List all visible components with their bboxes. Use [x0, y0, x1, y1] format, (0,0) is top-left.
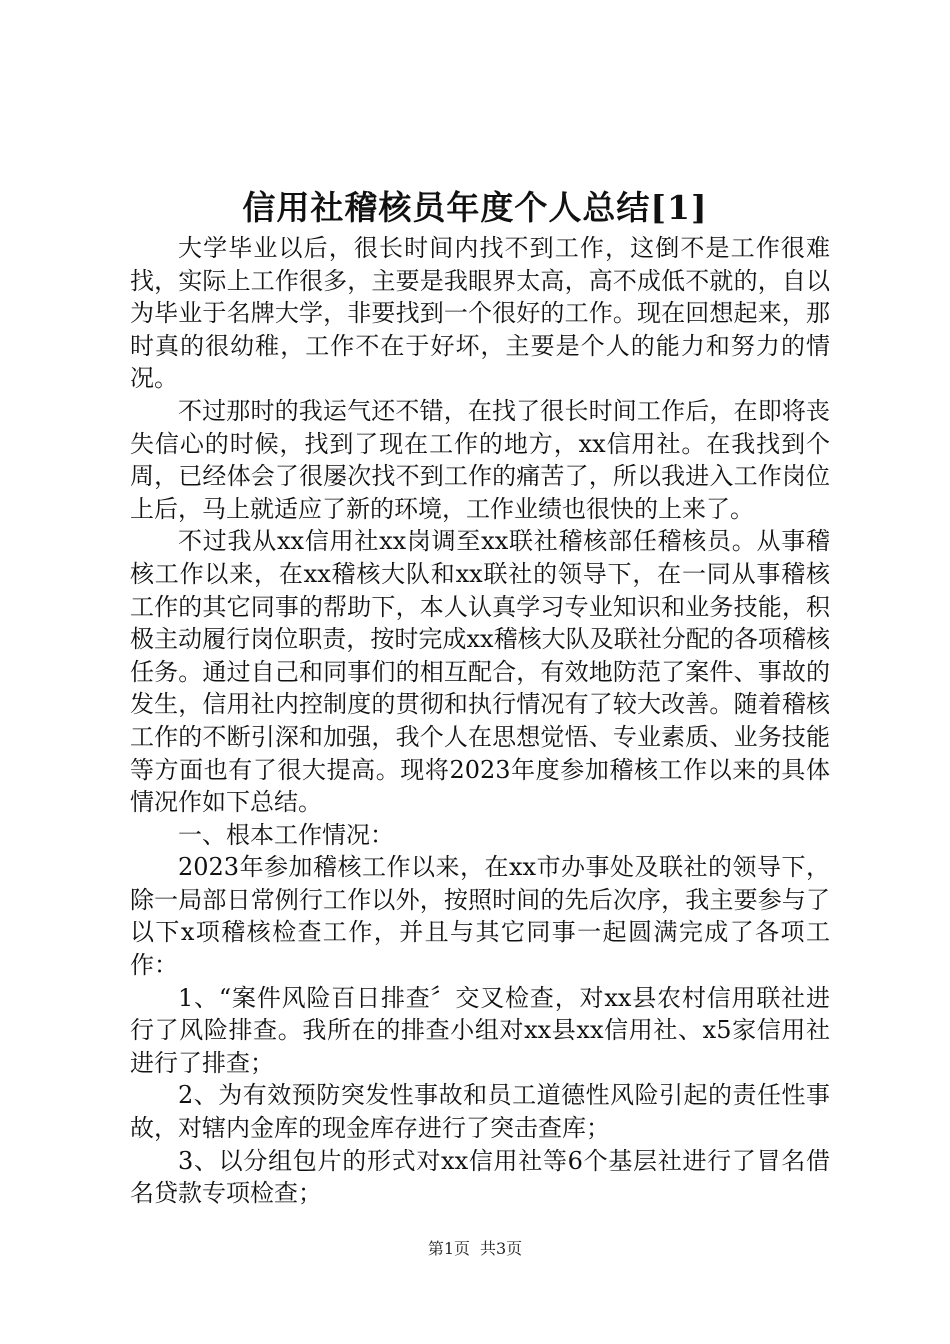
paragraph-4: 2023年参加稽核工作以来，在xx市办事处及联社的领导下，除一局部日常例行工作以外，按照时间的先后次序，我主要参与了以下x项稽核检查工作，并且与其它同事一起圆满完成了各项工作：: [130, 853, 830, 980]
paragraph-1: 大学毕业以后，很长时间内找不到工作，这倒不是工作很难找，实际上工作很多，主要是我眼界太高，高不成低不就的，自以为毕业于名牌大学，非要找到一个很好的工作。现在回想起来，那时真的很幼稚，工作不在于好坏，主要是个人的能力和努力的情况。: [130, 234, 830, 393]
document-body: [130, 232, 830, 1210]
section-heading-basic-work: 一、根本工作情况：: [178, 820, 394, 849]
list-item-1: 1、“案件风险百日排查〞交叉检查，对xx县农村信用联社进行了风险排查。我所在的排查小组对xx县xx信用社、x5家信用社进行了排查；: [130, 983, 830, 1077]
paragraph-2: 不过那时的我运气还不错，在找了很长时间工作后，在即将丧失信心的时候，找到了现在工作的地方，xx信用社。在我找到个周，已经体会了很屡次找不到工作的痛苦了，所以我进入工作岗位上后，马上就适应了新的环境，工作业绩也很快的上来了。: [130, 396, 830, 523]
page-number: 第1页: [427, 1239, 470, 1258]
page-total: 共3页: [480, 1239, 523, 1258]
page-footer: [0, 1238, 950, 1260]
list-item-2: 2、为有效预防突发性事故和员工道德性风险引起的责任性事故，对辖内金库的现金库存进行了突击查库；: [130, 1081, 830, 1143]
paragraph-3: 不过我从xx信用社xx岗调至xx联社稽核部任稽核员。从事稽核工作以来，在xx稽核大队和xx联社的领导下，在一同从事稽核工作的其它同事的帮助下，本人认真学习专业知识和业务技能，积极主动履行岗位职责，按时完成xx稽核大队及联社分配的各项稽核任务。通过自己和同事们的相互配合，有效地防范了案件、事故的发生，信用社内控制度的贯彻和执行情况有了较大改善。随着稽核工作的不断引深和加强，我个人在思想觉悟、专业素质、业务技能等方面也有了很大提高。现将2023年度参加稽核工作以来的具体情况作如下总结。: [130, 527, 830, 817]
list-item-3: 3、以分组包片的形式对xx信用社等6个基层社进行了冒名借名贷款专项检查；: [130, 1146, 830, 1208]
document-title: 信用社稽核员年度个人总结[1]: [242, 188, 708, 227]
